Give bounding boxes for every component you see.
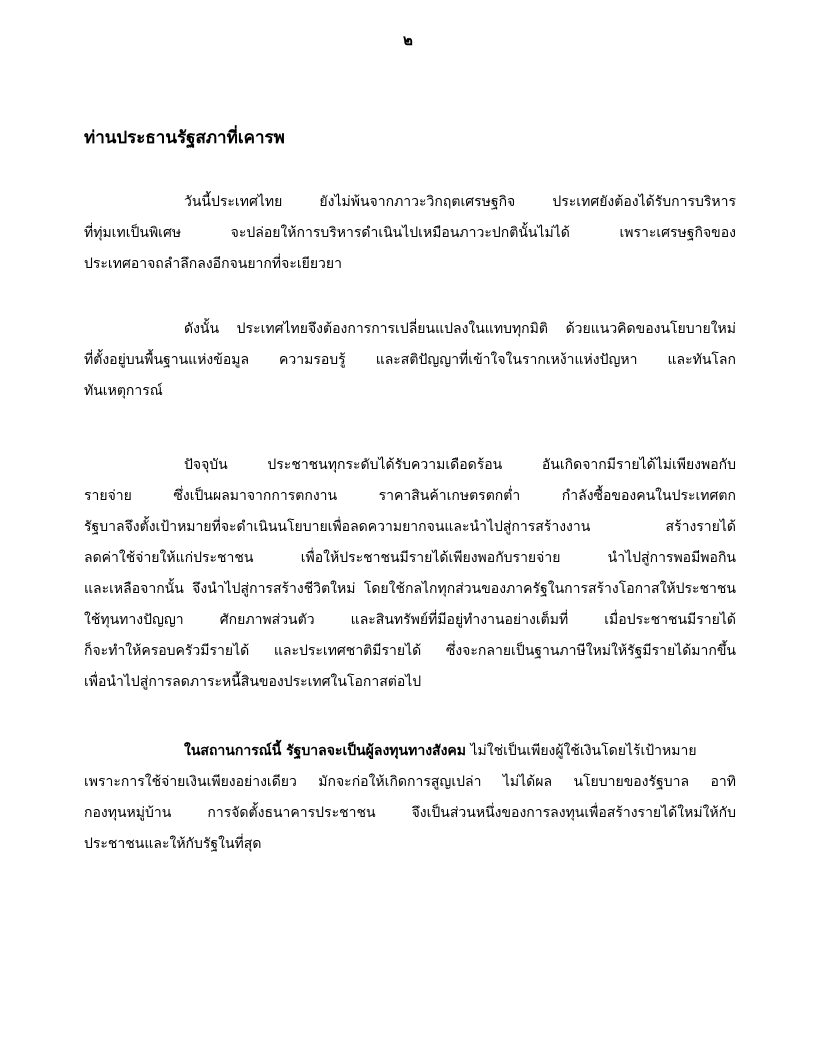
paragraph-line: ที่ตั้งอยู่บนพื้นฐานแห่งข้อมูล ความรอบรู้ และสติปัญญาที่เข้าใจในรากเหง้าแห่งปัญหา และทันโลก (84, 352, 736, 368)
paragraph-line: กองทุนหมู่บ้าน การจัดตั้งธนาคารประชาชน จึงเป็นส่วนหนึ่งของการลงทุนเพื่อสร้างรายได้ใหม่ให้กับ (84, 805, 736, 821)
paragraph-text: ไม่ใช่เป็นเพียงผู้ใช้เงินโดยไร้เป้าหมาย (466, 743, 697, 759)
paragraph-line: ปัจจุบัน ประชาชนทุกระดับได้รับความเดือดร้อน อันเกิดจากมีรายได้ไม่เพียงพอกับ (184, 457, 736, 473)
paragraph-line: ทันเหตุการณ์ (84, 383, 163, 399)
paragraph-3 (84, 450, 736, 698)
paragraph-line: ประชาชนและให้กับรัฐในที่สุด (84, 836, 262, 852)
emphasized-text: ในสถานการณ์นี้ รัฐบาลจะเป็นผู้ลงทุนทางสังคม (184, 743, 467, 759)
paragraph-line: วันนี้ประเทศไทย ยังไม่พ้นจากภาวะวิกฤตเศรษฐกิจ ประเทศยังต้องได้รับการบริหาร (184, 194, 736, 210)
paragraph-line: ที่ทุ่มเทเป็นพิเศษ จะปล่อยให้การบริหารดำเนินไปเหมือนภาวะปกตินั้นไม่ได้ เพราะเศรษฐกิจของ (84, 225, 736, 241)
page-number: ๒ (403, 31, 413, 49)
paragraph-2 (84, 314, 736, 407)
paragraph-4 (84, 736, 736, 860)
paragraph-line: เพราะการใช้จ่ายเงินเพียงอย่างเดียว มักจะก่อให้เกิดการสูญเปล่า ไม่ได้ผล นโยบายของรัฐบาล อาทิ (84, 774, 736, 790)
paragraph-line: และเหลือจากนั้น จึงนำไปสู่การสร้างชีวิตใหม่ โดยใช้กลไกทุกส่วนของภาครัฐในการสร้างโอกาสให้ประชาชน (84, 581, 736, 597)
paragraph-line: เพื่อนำไปสู่การลดภาระหนี้สินของประเทศในโอกาสต่อไป (84, 674, 422, 690)
paragraph-line: รายจ่าย ซึ่งเป็นผลมาจากการตกงาน ราคาสินค้าเกษตรตกต่ำ กำลังซื้อของคนในประเทศตก (84, 488, 736, 504)
paragraph-line: ประเทศอาจถลำลึกลงอีกจนยากที่จะเยียวยา (84, 256, 342, 272)
salutation-heading: ท่านประธานรัฐสภาที่เคารพ (84, 128, 285, 148)
paragraph-line: ใช้ทุนทางปัญญา ศักยภาพส่วนตัว และสินทรัพย์ที่มีอยู่ทำงานอย่างเต็มที่ เมื่อประชาชนมีรายได้ (84, 612, 736, 628)
paragraph-line (84, 736, 736, 767)
paragraph-line: ก็จะทำให้ครอบครัวมีรายได้ และประเทศชาติมีรายได้ ซึ่งจะกลายเป็นฐานภาษีใหม่ให้รัฐมีรายได้มากขึ้น (84, 643, 736, 659)
paragraph-line: ดังนั้น ประเทศไทยจึงต้องการการเปลี่ยนแปลงในแทบทุกมิติ ด้วยแนวคิดของนโยบายใหม่ (184, 321, 736, 337)
paragraph-line: รัฐบาลจึงตั้งเป้าหมายที่จะดำเนินนโยบายเพื่อลดความยากจนและนำไปสู่การสร้างงาน สร้างรายได้ (84, 519, 736, 535)
paragraph-line: ลดค่าใช้จ่ายให้แก่ประชาชน เพื่อให้ประชาชนมีรายได้เพียงพอกับรายจ่าย นำไปสู่การพอมีพอกิน (84, 550, 736, 566)
paragraph-1 (84, 187, 736, 280)
